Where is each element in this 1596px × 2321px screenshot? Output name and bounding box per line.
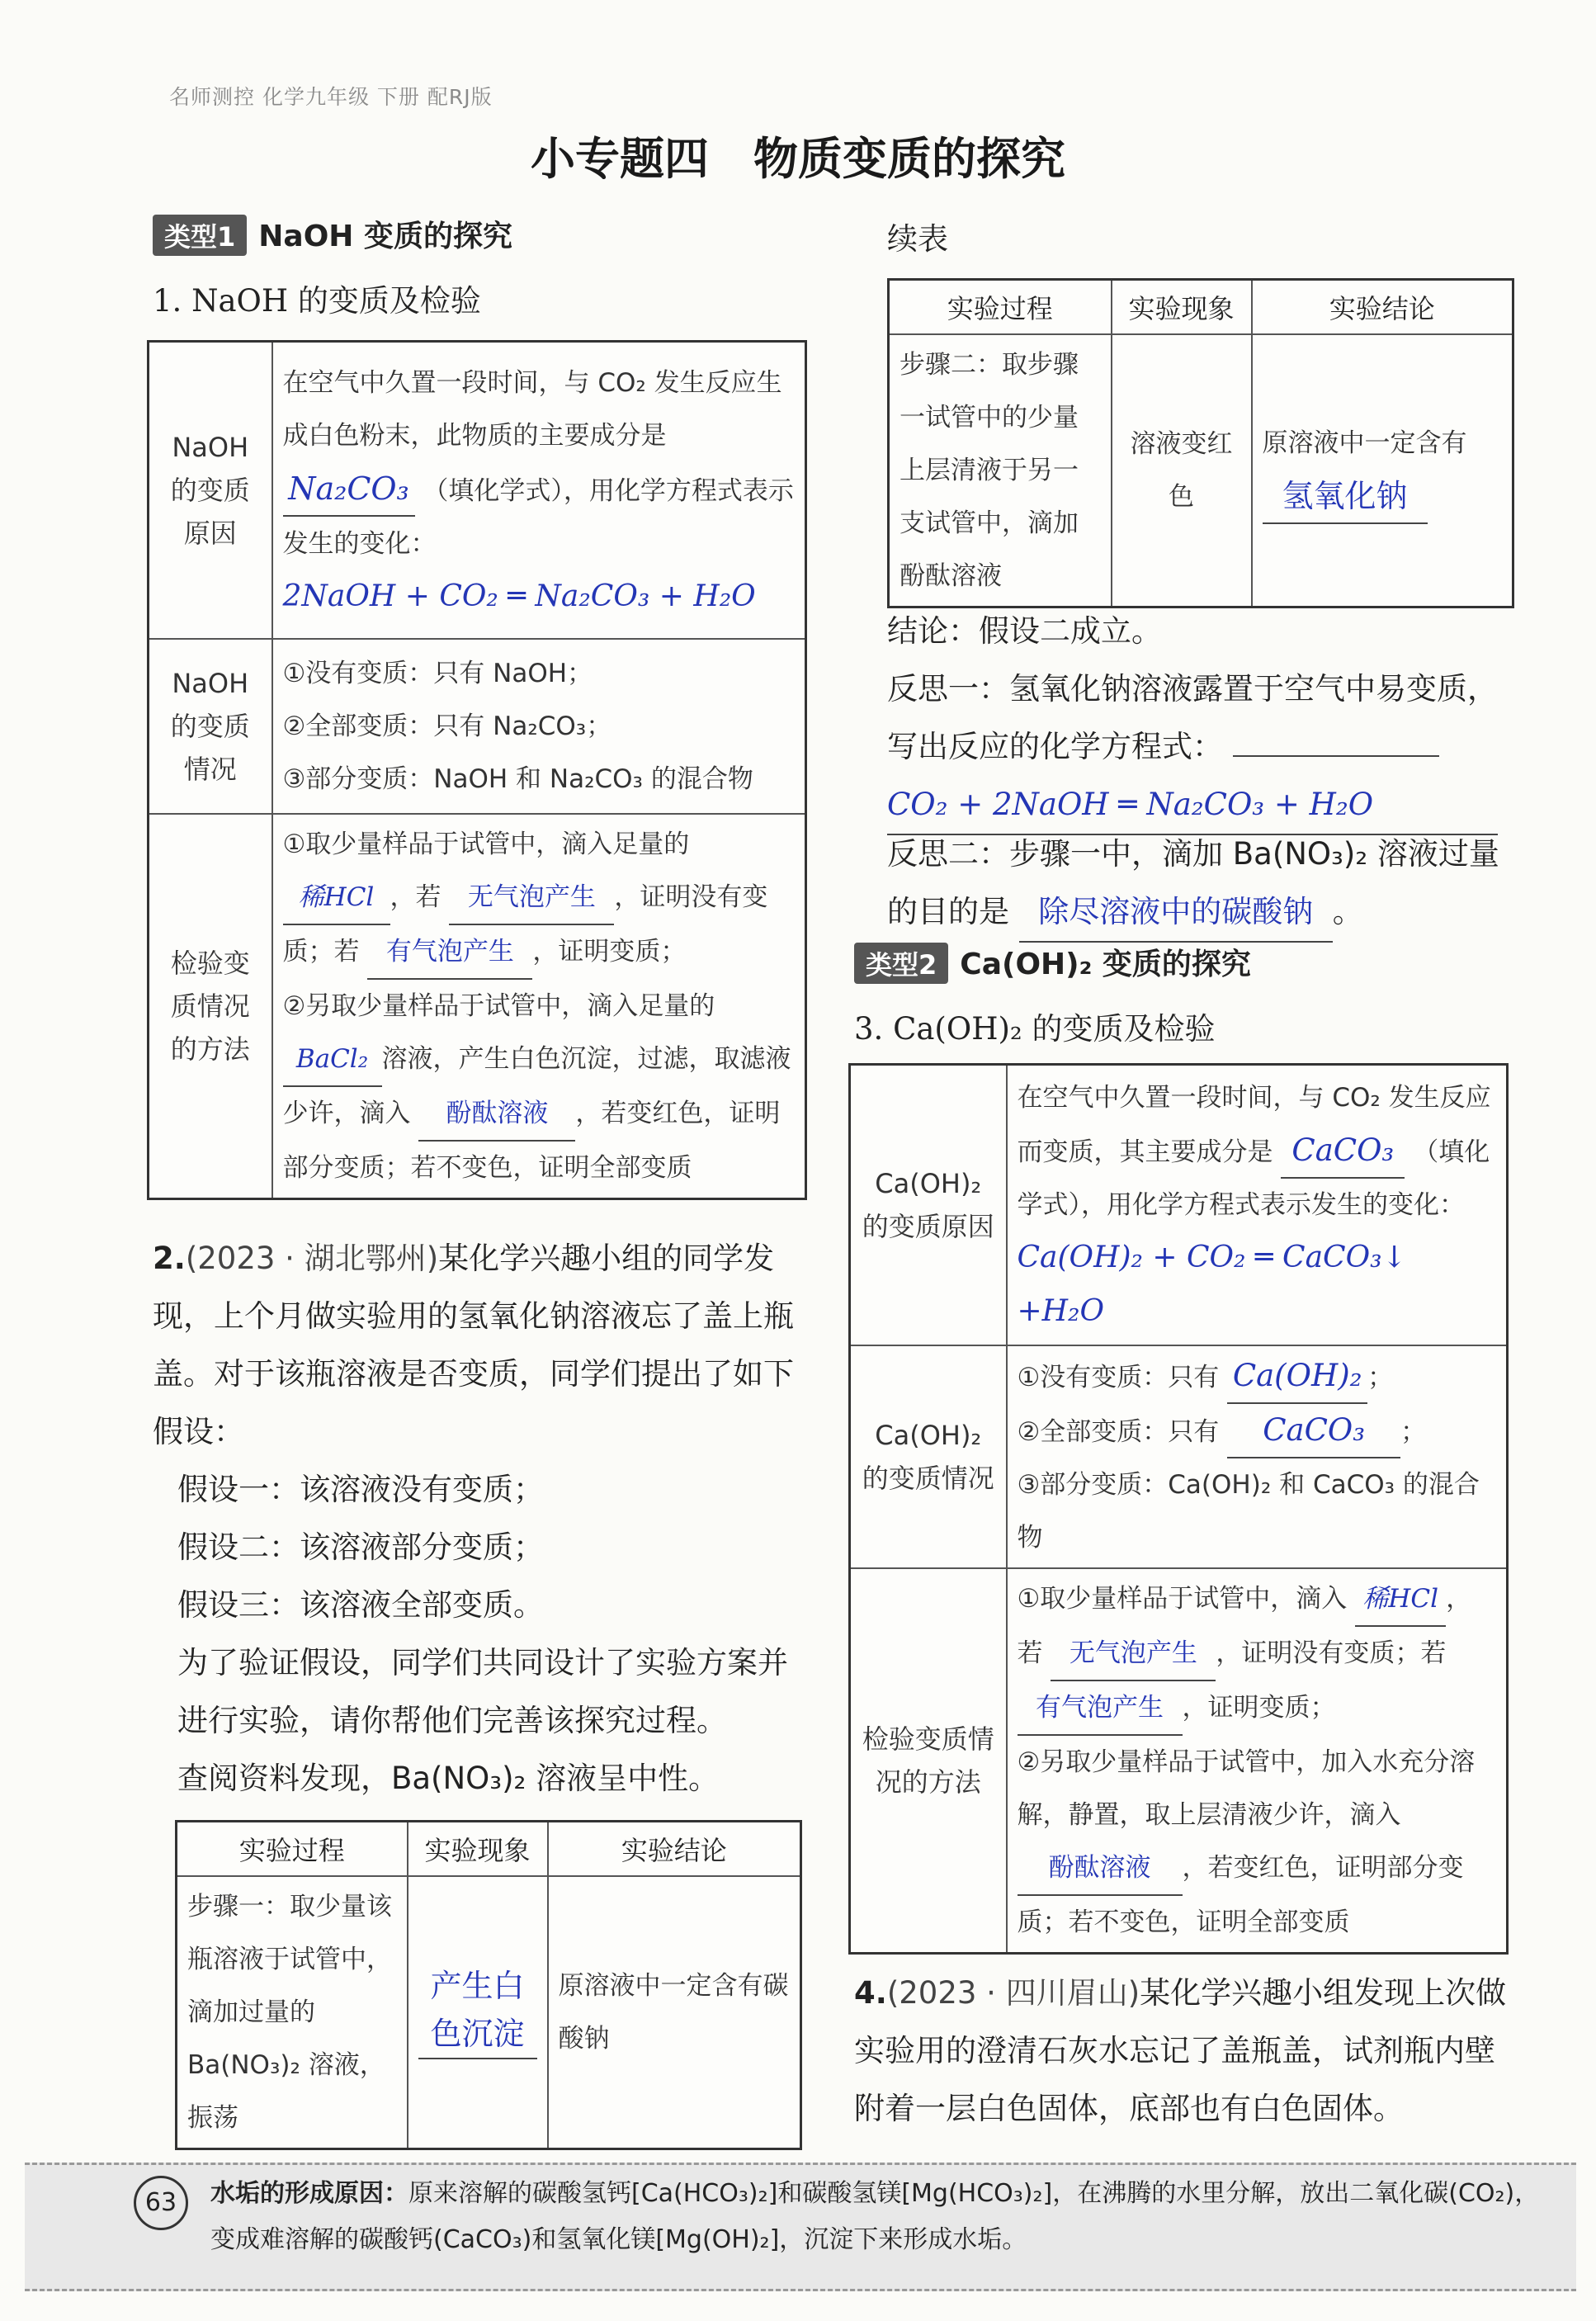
q2-answer-precipitate[interactable]: 产生白色沉淀 (418, 1962, 537, 2059)
q2-hypothesis-2: 假设二：该溶液部分变质； (177, 1529, 544, 1565)
q1-r1-cell: 在空气中久置一段时间，与 CO₂ 发生反应生成白色粉末，此物质的主要成分是 Na₂CO₃ （填化学式），用化学方程式表示发生的变化： 2NaOH + CO₂ ═ Na₂CO₃ + H₂O (272, 342, 806, 639)
page-title: 小专题四 物质变质的探究 (531, 133, 1065, 185)
q2-th-phenomenon: 实验现象 (408, 1822, 548, 1877)
q2-table-continued (887, 278, 1514, 608)
q1-answer-bubble[interactable]: 有气泡产生 (367, 925, 532, 980)
q1-answer-formula[interactable]: Na₂CO₃ (283, 462, 415, 517)
q2-paragraph: 为了验证假设，同学们共同设计了实验方案并进行实验，请你帮他们完善该探究过程。 (177, 1645, 788, 1738)
book-header: 名师测控 化学九年级 下册 配RJ版 (169, 85, 493, 109)
q2-note: 查阅资料发现，Ba(NO₃)₂ 溶液呈中性。 (177, 1761, 720, 1796)
q2-reflection-2: 反思二：步骤一中，滴加 Ba(NO₃)₂ 溶液过量的目的是 除尽溶液中的碳酸钠 。 (887, 825, 1523, 943)
q2-answer-purpose[interactable]: 除尽溶液中的碳酸钠 (1019, 883, 1333, 943)
q1-answer-bacl2[interactable]: BaCl₂ (283, 1033, 382, 1087)
q2c-th-process: 实验过程 (889, 280, 1112, 335)
q3-answer-all[interactable]: CaCO₃ (1227, 1404, 1400, 1458)
q3-r2-label: Ca(OH)₂ 的变质情况 (850, 1345, 1007, 1568)
type2-badge: 类型2 (854, 943, 948, 984)
q1-r2-label: NaOH 的变质情况 (149, 639, 272, 814)
q2-step2-conclusion: 原溶液中一定含有 氢氧化钠 (1252, 334, 1513, 607)
q3-answer-none[interactable]: Ca(OH)₂ (1227, 1350, 1367, 1404)
q2-step1-conclusion: 原溶液中一定含有碳酸钠 (548, 1876, 801, 2149)
page-number: 63 (134, 2176, 188, 2230)
type2-heading: 类型2 Ca(OH)₂ 变质的探究 (854, 941, 1251, 984)
q1-answer-equation[interactable]: 2NaOH + CO₂ ═ Na₂CO₃ + H₂O (282, 579, 756, 613)
q2-answer-equation[interactable]: CO₂ + 2NaOH ═ Na₂CO₃ + H₂O (887, 776, 1498, 835)
q2-th-process: 实验过程 (177, 1822, 408, 1877)
q2c-th-phenomenon: 实验现象 (1112, 280, 1252, 335)
q3-r3-cell: ①取少量样品于试管中，滴入 稀HCl ，若 无气泡产生 ，证明没有变质；若 有气泡产生 ，证明变质； ②另取少量样品于试管中，加入水充分溶解，静置，取上层清液少许，滴入 酚酞溶液 ，若变红色，证明部分变质；若不变色，证明全部变质 (1007, 1568, 1508, 1954)
q2-hypothesis-3: 假设三：该溶液全部变质。 (177, 1587, 544, 1623)
q2-step1-process: 步骤一：取少量该瓶溶液于试管中，滴加过量的 Ba(NO₃)₂ 溶液，振荡 (177, 1876, 408, 2149)
q1-answer-reagent[interactable]: 稀HCl (283, 871, 390, 925)
q2-conclusion: 结论：假设二成立。 (887, 613, 1162, 649)
q2-th-conclusion: 实验结论 (548, 1822, 801, 1877)
q1-r2-cell: ①没有变质：只有 NaOH； ②全部变质：只有 Na₂CO₃； ③部分变质：NaOH 和 Na₂CO₃ 的混合物 (272, 639, 806, 814)
q2c-th-conclusion: 实验结论 (1252, 280, 1513, 335)
q3-answer-equation[interactable]: Ca(OH)₂ + CO₂ ═ CaCO₃↓ +H₂O (1017, 1240, 1407, 1328)
q1-r3-label: 检验变质情况的方法 (149, 814, 272, 1199)
q3-answer-no-bubble[interactable]: 无气泡产生 (1051, 1627, 1216, 1681)
continued-label: 续表 (887, 221, 948, 257)
q4-stem: 4.(2023 · 四川眉山)某化学兴趣小组发现上次做实验用的澄清石灰水忘记了盖瓶盖，试剂瓶内壁附着一层白色固体，底部也有白色固体。 (854, 1975, 1507, 2126)
q2-answer-naoh[interactable]: 氢氧化钠 (1263, 470, 1428, 524)
q3-r3-label: 检验变质情况的方法 (850, 1568, 1007, 1954)
q2-reflection-1: 反思一：氢氧化钠溶液露置于空气中易变质，写出反应的化学方程式： CO₂ + 2NaOH ═ Na₂CO₃ + H₂O (887, 660, 1523, 835)
q1-r3-cell: ①取少量样品于试管中，滴入足量的 稀HCl ，若 无气泡产生 ，证明没有变质；若 有气泡产生 ，证明变质； ②另取少量样品于试管中，滴入足量的 BaCl₂ 溶液，产生白色沉淀，过滤，取滤液少许，滴入 酚酞溶液 ，若变红色，证明部分变质；若不变色，证明全部变质 (272, 814, 806, 1199)
q3-r2-cell: ①没有变质：只有 Ca(OH)₂ ； ②全部变质：只有 CaCO₃ ； ③部分变质：Ca(OH)₂ 和 CaCO₃ 的混合物 (1007, 1345, 1508, 1568)
q2-step1-phenomenon (408, 1876, 548, 2149)
q2-hypothesis-1: 假设一：该溶液没有变质； (177, 1472, 544, 1507)
q3-r1-label: Ca(OH)₂ 的变质原因 (850, 1065, 1007, 1345)
footer-note: 水垢的形成原因：原来溶解的碳酸氢钙[Ca(HCO₃)₂]和碳酸氢镁[Mg(HCO₃)₂]，在沸腾的水里分解，放出二氧化碳(CO₂)，变成难溶解的碳酸钙(CaCO₃)和氢氧化镁[Mg(OH)₂]，沉淀下来形成水垢。 (210, 2179, 1540, 2254)
q3-answer-formula[interactable]: CaCO₃ (1281, 1124, 1405, 1179)
type1-heading: 类型1 NaOH 变质的探究 (153, 213, 512, 256)
q1-r1-label: NaOH 的变质原因 (149, 342, 272, 639)
q3-answer-bubble[interactable]: 有气泡产生 (1018, 1681, 1183, 1736)
q2-step2-process: 步骤二：取步骤一试管中的少量上层清液于另一支试管中，滴加酚酞溶液 (889, 334, 1112, 607)
q1-table (147, 340, 807, 1200)
q2-step2-phenomenon: 溶液变红色 (1112, 334, 1252, 607)
q2-stem: 2.(2023 · 湖北鄂州)某化学兴趣小组的同学发现，上个月做实验用的氢氧化钠溶液忘了盖上瓶盖。对于该瓶溶液是否变质，同学们提出了如下假设： (153, 1241, 794, 1449)
q3-r1-cell: 在空气中久置一段时间，与 CO₂ 发生反应而变质，其主要成分是 CaCO₃ （填化学式），用化学方程式表示发生的变化： Ca(OH)₂ + CO₂ ═ CaCO₃↓ +H₂O (1007, 1065, 1508, 1345)
q1-answer-no-bubble[interactable]: 无气泡产生 (449, 871, 614, 925)
q1-title: 1. NaOH 的变质及检验 (153, 283, 481, 319)
q1-answer-indicator[interactable]: 酚酞溶液 (418, 1087, 575, 1142)
q3-answer-indicator[interactable]: 酚酞溶液 (1018, 1841, 1183, 1896)
type1-badge: 类型1 (153, 215, 247, 256)
q3-table (848, 1063, 1509, 1955)
q2-table (175, 1820, 802, 2150)
q3-answer-reagent[interactable]: 稀HCl (1355, 1572, 1446, 1627)
q3-title: 3. Ca(OH)₂ 的变质及检验 (854, 1011, 1216, 1047)
